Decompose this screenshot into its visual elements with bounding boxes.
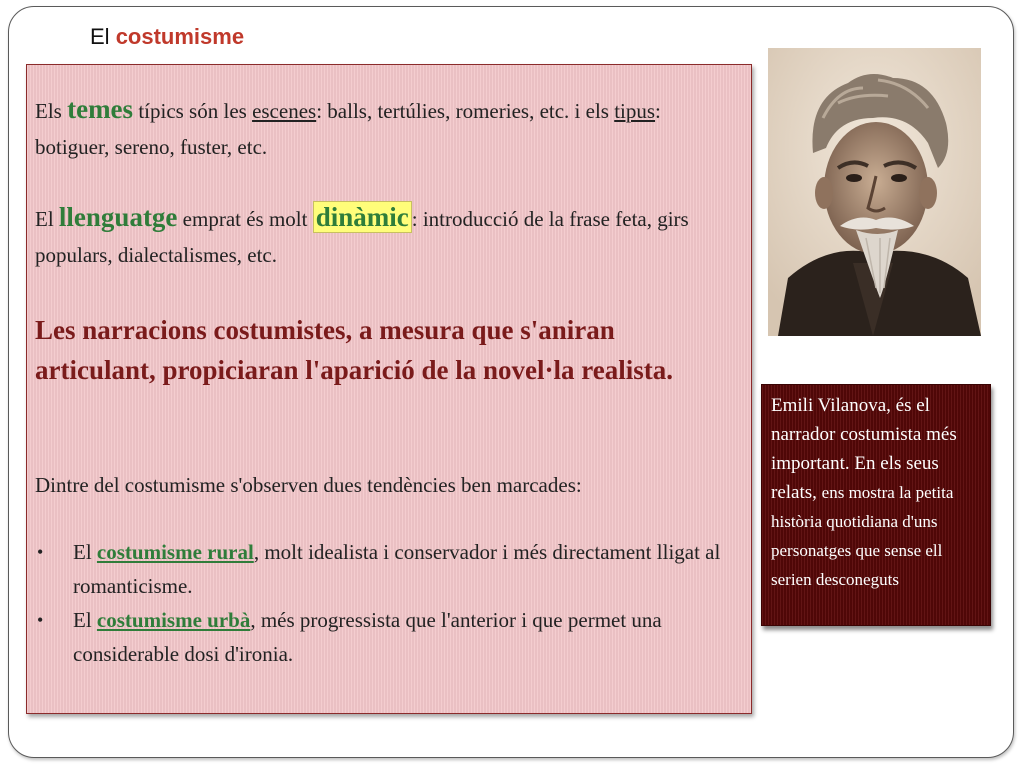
keyword-temes: temes (67, 94, 134, 124)
paragraph-realism: Les narracions costumistes, a mesura que s'aniran articulant, propiciaran l'aparició de la novel·la realista. (35, 315, 673, 385)
text-segment: El (73, 540, 97, 564)
list-item (35, 603, 740, 671)
bullet-icon: • (37, 610, 44, 630)
text-segment: : introducció de la frase feta, girs populars, dialectalismes, etc. (35, 207, 689, 267)
text-segment: , més progressista que l'anterior i que permet una considerable dosi d'ironia. (73, 608, 662, 666)
portrait-photo (768, 48, 981, 336)
text-segment: Els (35, 99, 68, 123)
paragraph-themes (35, 91, 740, 165)
content-panel (26, 64, 752, 714)
link-costumisme-rural[interactable]: costumisme rural (96, 540, 254, 564)
list-item (35, 535, 740, 603)
text-segment: , molt idealista i conservador i més directament lligat al romanticisme. (73, 540, 721, 598)
caption-small-text: ens mostra la petita història quotidiana d'uns personatges que sense ell serien desconeguts (771, 483, 954, 589)
text-segment: El (35, 207, 59, 231)
text-segment: emprat és molt (177, 207, 313, 231)
link-costumisme-urba[interactable]: costumisme urbà (96, 608, 251, 632)
paragraph-language (35, 199, 740, 273)
keyword-llenguatge: llenguatge (58, 202, 178, 232)
caption-main-text: Emili Vilanova, és el narrador costumista més important. En els seus relats, (771, 395, 957, 503)
text-segment: típics són les (133, 99, 253, 123)
keyword-tipus: tipus (614, 99, 656, 123)
bullet-icon: • (37, 542, 44, 562)
paragraph-tendencies: Dintre del costumisme s'observen dues tendències ben marcades: (35, 473, 582, 497)
keyword-escenes: escenes (252, 99, 317, 123)
tendencies-list (35, 535, 740, 671)
slide-title (90, 24, 244, 50)
text-segment: : balls, tertúlies, romeries, etc. i els (316, 99, 615, 123)
title-accent: costumisme (115, 24, 245, 49)
text-segment: El (73, 608, 97, 632)
text-segment: : botiguer, sereno, fuster, etc. (35, 99, 661, 159)
portrait-illustration (768, 48, 981, 336)
portrait-caption (761, 384, 991, 626)
keyword-dinamic: dinàmic (313, 201, 412, 233)
title-prefix: El (90, 24, 110, 49)
